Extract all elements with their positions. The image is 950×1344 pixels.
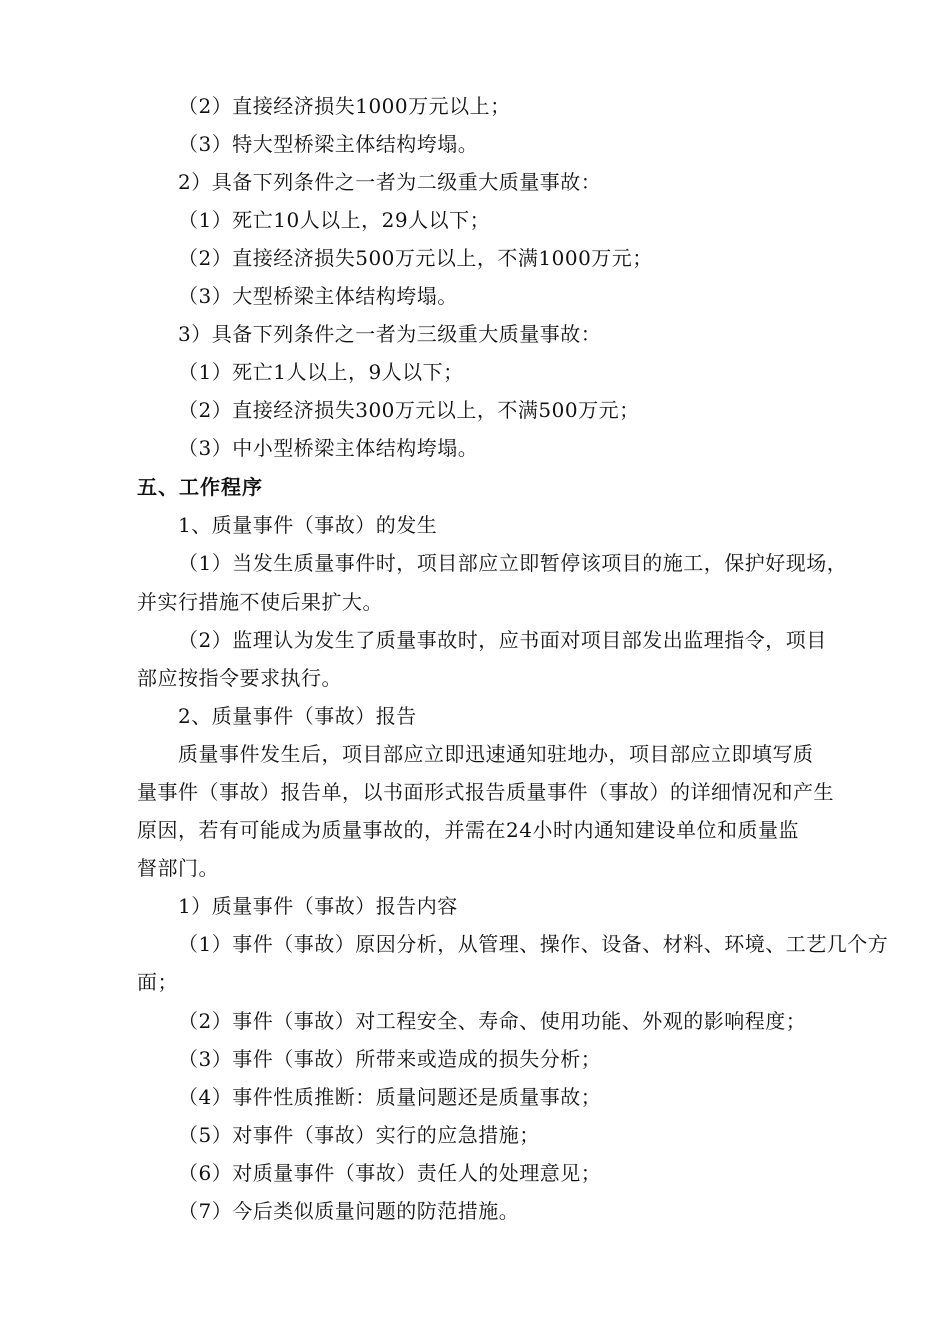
text-line: （3）特大型桥梁主体结构垮塌。: [178, 132, 479, 156]
text-line: 部应按指令要求执行。: [137, 666, 342, 690]
text-line: （7）今后类似质量问题的防范措施。: [178, 1199, 520, 1223]
text-line: 原因，若有可能成为质量事故的，并需在24小时内通知建设单位和质量监: [137, 818, 799, 842]
subsection-title: 1、质量事件（事故）的发生: [178, 513, 438, 537]
text-line: （1）死亡10人以上，29人以下；: [178, 208, 491, 232]
text-line: （2）直接经济损失300万元以上，不满500万元；: [178, 398, 640, 422]
text-line: （3）大型桥梁主体结构垮塌。: [178, 284, 458, 308]
text-line: 量事件（事故）报告单，以书面形式报告质量事件（事故）的详细情况和产生: [137, 780, 834, 804]
text-line: （3）中小型桥梁主体结构垮塌。: [178, 436, 479, 460]
text-line: （2）监理认为发生了质量事故时，应书面对项目部发出监理指令，项目: [178, 628, 827, 652]
text-line: （2）直接经济损失1000万元以上；: [178, 94, 511, 118]
text-line: （1）事件（事故）原因分析，从管理、操作、设备、材料、环境、工艺几个方: [178, 932, 889, 956]
text-line: 督部门。: [137, 856, 219, 880]
text-line: 面；: [137, 970, 178, 994]
text-line: 质量事件发生后，项目部应立即迅速通知驻地办，项目部应立即填写质: [178, 742, 814, 766]
text-line: （5）对事件（事故）实行的应急措施；: [178, 1123, 540, 1147]
text-line: 2）具备下列条件之一者为二级重大质量事故：: [178, 170, 602, 194]
text-line: （6）对质量事件（事故）责任人的处理意见；: [178, 1161, 602, 1185]
section-heading: 五、工作程序: [137, 475, 263, 499]
text-line: （1）死亡1人以上，9人以下；: [178, 360, 464, 384]
text-line: （4）事件性质推断：质量问题还是质量事故；: [178, 1085, 602, 1109]
text-line: 3）具备下列条件之一者为三级重大质量事故：: [178, 322, 602, 346]
text-line: 并实行措施不使后果扩大。: [137, 590, 383, 614]
text-line: （2）事件（事故）对工程安全、寿命、使用功能、外观的影响程度；: [178, 1009, 807, 1033]
subsection-title: 2、质量事件（事故）报告: [178, 704, 417, 728]
text-line: （1）当发生质量事件时，项目部应立即暂停该项目的施工，保护好现场，: [178, 551, 848, 575]
text-line: （2）直接经济损失500万元以上，不满1000万元；: [178, 246, 653, 270]
subsection-title: 1）质量事件（事故）报告内容: [178, 894, 458, 918]
text-line: （3）事件（事故）所带来或造成的损失分析；: [178, 1047, 602, 1071]
